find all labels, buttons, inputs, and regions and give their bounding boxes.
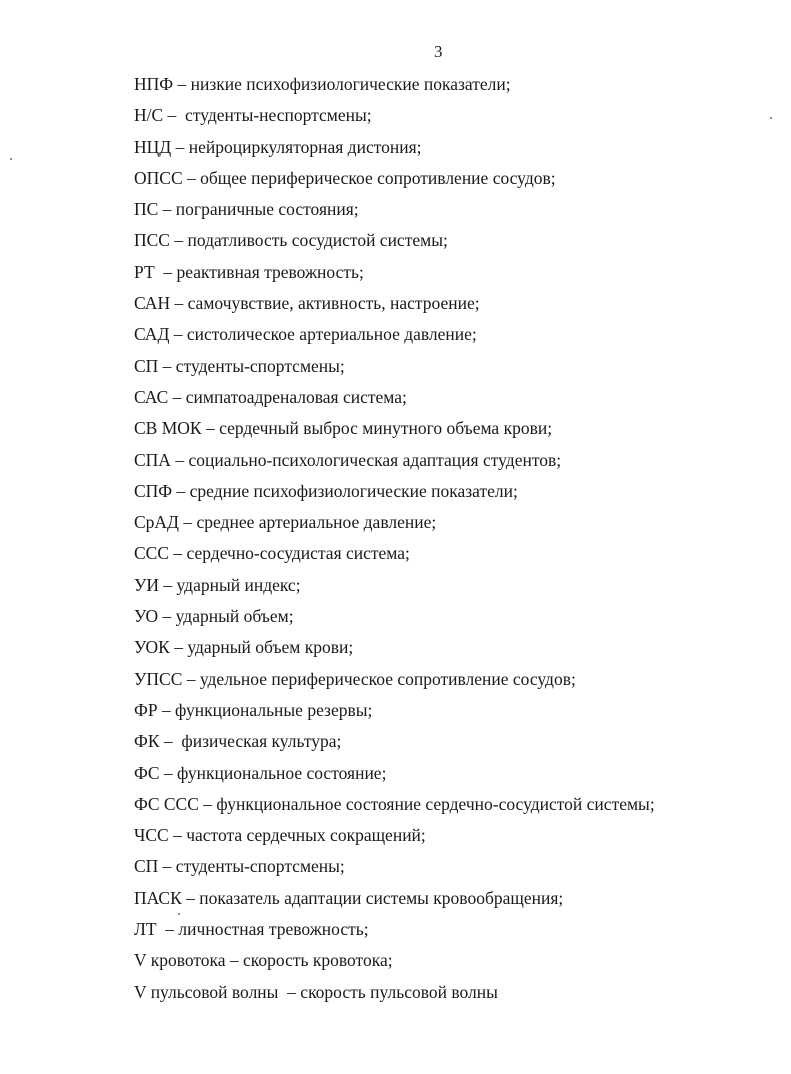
abbreviation-item: ЧСС – частота сердечных сокращений; [134,825,426,846]
abbreviation-item: СПФ – средние психофизиологические показатели; [134,480,518,501]
abbreviation-item: ССС – сердечно-сосудистая система; [134,543,410,564]
abbreviation-item: СрАД – среднее артериальное давление; [134,512,437,533]
abbreviation-item: ОПСС – общее периферическое сопротивление сосудов; [134,167,556,188]
abbreviation-item: ФК – физическая культура; [134,731,342,752]
abbreviation-item: НПФ – низкие психофизиологические показатели; [134,74,511,94]
abbreviation-item: УОК – ударный объем крови; [134,637,354,658]
abbreviation-item: СП – студенты-спортсмены; [134,355,345,376]
abbreviation-item: ФС – функциональное состояние; [134,762,387,783]
abbreviation-item: САС – симпатоадреналовая система; [134,386,407,407]
abbreviation-item: УИ – ударный индекс; [134,574,301,595]
abbreviation-item: НЦД – нейроциркуляторная дистония; [134,136,422,157]
abbreviation-item: ФР – функциональные резервы; [134,699,373,720]
abbreviation-item: УО – ударный объем; [134,606,294,627]
abbreviation-item: ФС ССС – функциональное состояние сердечно-сосудистой системы; [134,793,655,814]
abbreviation-item: САД – систолическое артериальное давление; [134,324,477,345]
abbreviation-item: V пульсовой волны – скорость пульсовой волны [134,981,498,1002]
abbreviation-item: ПАСК – показатель адаптации системы кровообращения; [134,887,564,908]
abbreviation-list [134,72,655,1011]
scan-speck [10,158,12,160]
abbreviation-item: САН – самочувствие, активность, настроение; [134,293,480,314]
abbreviation-item: V кровотока – скорость кровотока; [134,950,393,971]
scan-speck [178,913,180,915]
abbreviation-item: ПС – пограничные состояния; [134,199,359,220]
abbreviation-item: СП – студенты-спортсмены; [134,856,345,877]
abbreviation-item: ЛТ – личностная тревожность; [134,919,369,940]
abbreviation-item: СПА – социально-психологическая адаптация студентов; [134,449,562,470]
abbreviation-item: СВ МОК – сердечный выброс минутного объема крови; [134,418,553,439]
abbreviation-item: ПСС – податливость сосудистой системы; [134,230,448,251]
page-number: 3 [434,42,443,61]
scan-speck [770,117,772,119]
abbreviation-item: Н/С – студенты-неспортсмены; [134,105,372,126]
abbreviation-item: РТ – реактивная тревожность; [134,261,364,282]
abbreviation-item: УПСС – удельное периферическое сопротивление сосудов; [134,668,576,689]
